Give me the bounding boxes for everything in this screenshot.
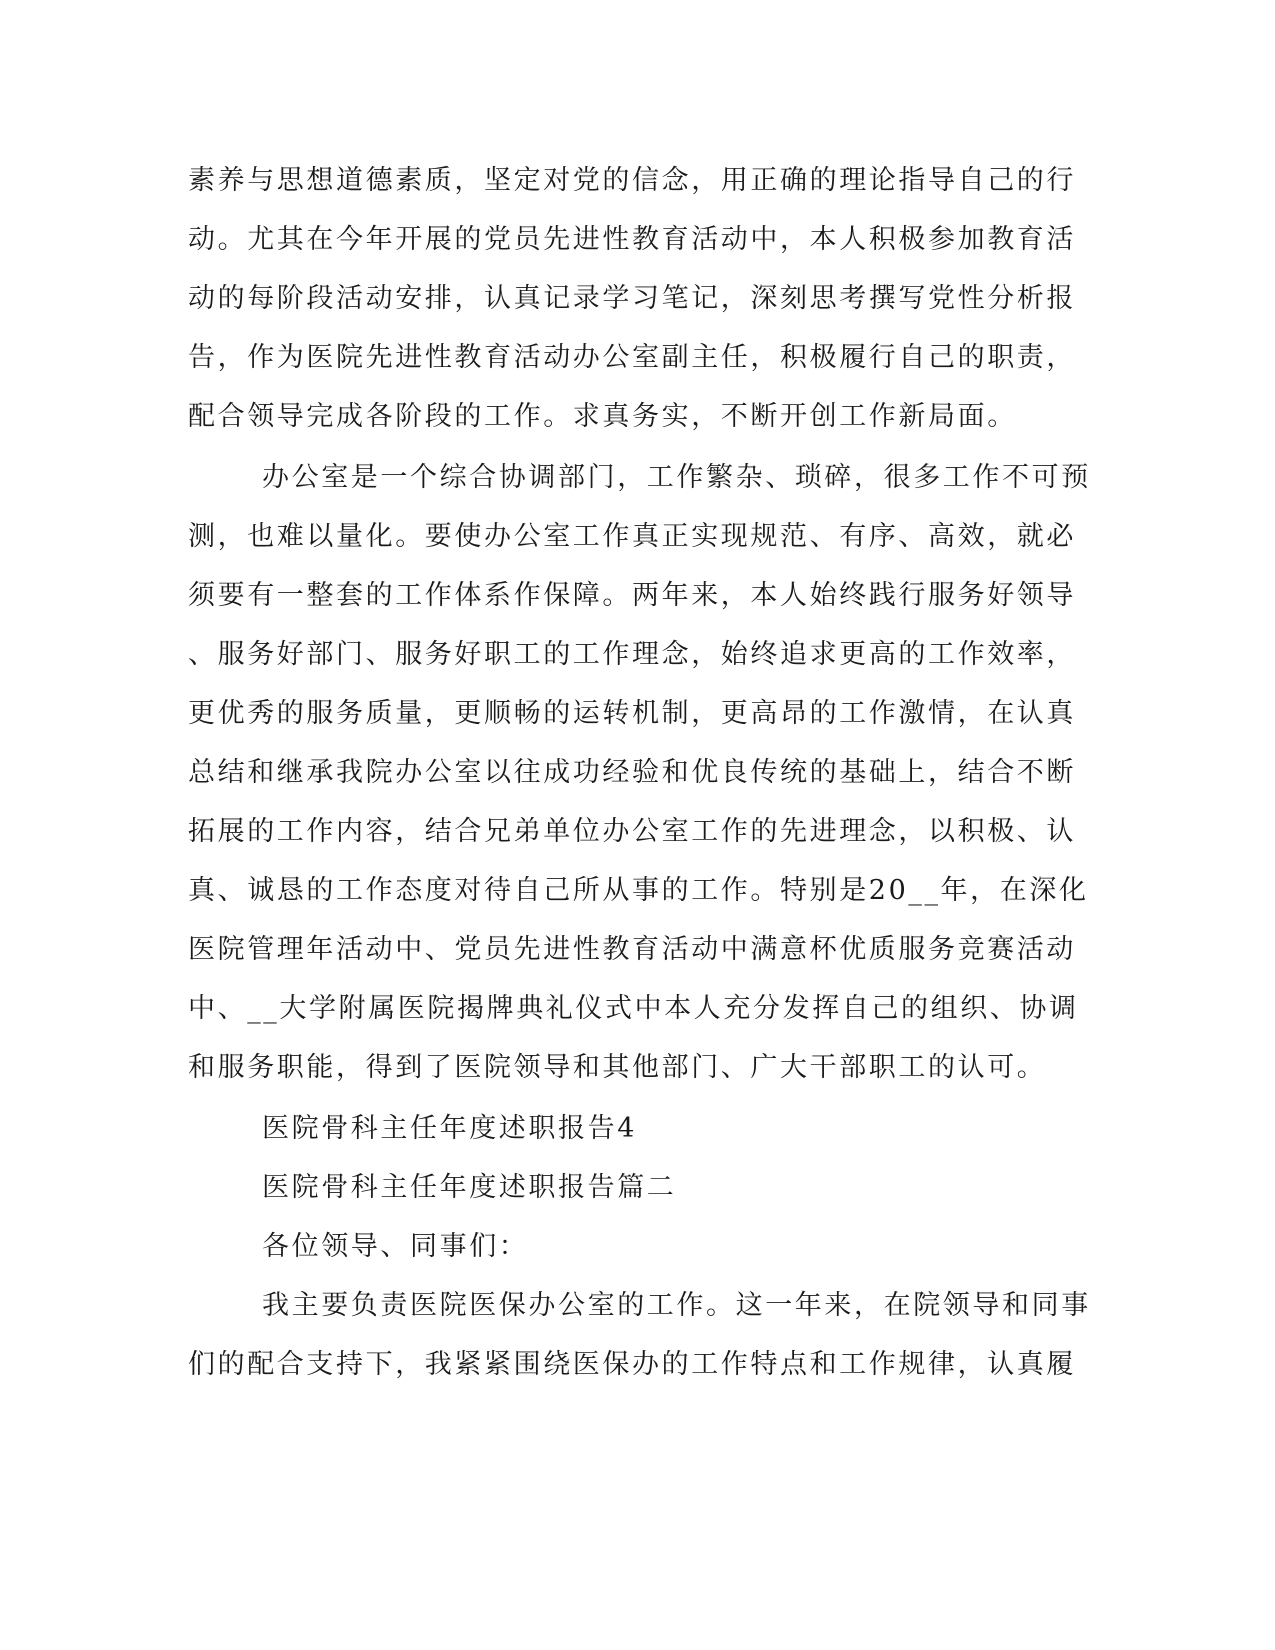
text-line: 们的配合支持下，我紧紧围绕医保办的工作特点和工作规律，认真履 <box>188 1349 1076 1380</box>
text-line: 更优秀的服务质量，更顺畅的运转机制，更高昂的工作激情，在认真 <box>188 698 1076 729</box>
text-line: 真、诚恳的工作态度对待自己所从事的工作。特别是20__年，在深化 <box>188 875 1089 906</box>
text-line: 、服务好部门、服务好职工的工作理念，始终追求更高的工作效率， <box>188 639 1076 670</box>
text-line: 测，也难以量化。要使办公室工作真正实现规范、有序、高效，就必 <box>188 521 1076 552</box>
text-line: 告，作为医院先进性教育活动办公室副主任，积极履行自己的职责， <box>188 342 1076 373</box>
section-heading: 医院骨科主任年度述职报告4 <box>262 1113 637 1144</box>
text-line: 配合领导完成各阶段的工作。求真务实，不断开创工作新局面。 <box>188 401 1017 432</box>
text-line: 医院管理年活动中、党员先进性教育活动中满意杯优质服务竞赛活动 <box>188 934 1076 965</box>
text-line: 中、__大学附属医院揭牌典礼仪式中本人充分发挥自己的组织、协调 <box>188 993 1079 1024</box>
text-line: 办公室是一个综合协调部门，工作繁杂、琐碎，很多工作不可预 <box>262 462 1091 493</box>
text-line: 总结和继承我院办公室以往成功经验和优良传统的基础上，结合不断 <box>188 757 1076 788</box>
salutation: 各位领导、同事们： <box>262 1231 529 1262</box>
text-line: 动。尤其在今年开展的党员先进性教育活动中，本人积极参加教育活 <box>188 224 1076 255</box>
text-line: 和服务职能，得到了医院领导和其他部门、广大干部职工的认可。 <box>188 1052 1047 1083</box>
text-line: 须要有一整套的工作体系作保障。两年来，本人始终践行服务好领导 <box>188 580 1076 611</box>
text-line: 拓展的工作内容，结合兄弟单位办公室工作的先进理念，以积极、认 <box>188 816 1076 847</box>
section-heading: 医院骨科主任年度述职报告篇二 <box>262 1172 677 1203</box>
text-line: 我主要负责医院医保办公室的工作。这一年来，在院领导和同事 <box>262 1290 1091 1321</box>
text-line: 动的每阶段活动安排，认真记录学习笔记，深刻思考撰写党性分析报 <box>188 283 1076 314</box>
text-line: 素养与思想道德素质，坚定对党的信念，用正确的理论指导自己的行 <box>188 165 1076 196</box>
